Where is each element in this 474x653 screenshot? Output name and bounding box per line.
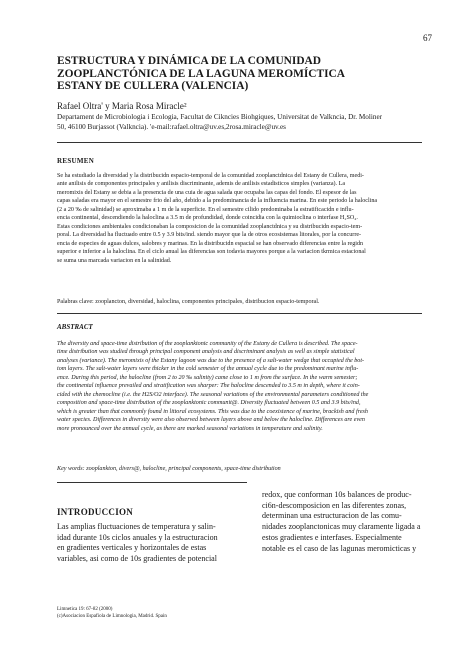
abstract-body xyxy=(57,340,422,433)
resumen-line: superior e inferior a la haloclina. En el ciclo anual las diferencias son todavia mayores porque a la variacion tkrmica estacional xyxy=(57,249,366,256)
title-line: ESTANY DE CULLERA (VALENCIA) xyxy=(57,80,249,92)
resumen-line: meromixis del Estany se debia a la presencia de una cuia de agua salada que ocupaba las capas del fondo. El espesor de las xyxy=(57,189,357,196)
body-line: nidades zooplanctonicas muy claramente ligada a xyxy=(262,522,421,532)
resumen-line: (2 a 20 ‰ de salinidad) se aproximaba a 1 m de la superficie. En el semestre cilido predominaba la estratificacidn e influ- xyxy=(57,206,354,213)
abstract-heading: ABSTRACT xyxy=(57,323,93,331)
abstract-line: which is greater than that commonly found in littoral ecosystems. This was due to the coexistence of marine, brackish and fresh xyxy=(57,408,368,415)
intro-column-left xyxy=(57,522,247,565)
divider xyxy=(57,313,422,314)
resumen-line: encia continental, descendiendo la haloclina a 3.5 m de profundidad, donde coincidia con la quimioclina o interfase H₂SO₄. xyxy=(57,215,358,222)
footer-line: (c)Asociacion Espafiola de Limnologia, Madrid. Spain xyxy=(57,614,167,619)
keywords: Key words: zooplankton, divers@, halocline, principal components, space-time distribution xyxy=(57,466,281,472)
page-number: 67 xyxy=(423,33,432,43)
abstract-line: time distribution was studied through principal component analysis and discriminant analysis as well as simple statistical xyxy=(57,349,355,356)
title-line: ESTRUCTURA Y DINÁMICA DE LA COMUNIDAD xyxy=(57,55,322,67)
body-line: determinan una estructuracion de las comu- xyxy=(262,511,402,521)
divider xyxy=(57,142,422,143)
abstract-line: water species. Differences in diversity were also observed between layers above and below the halocline. Differences are even xyxy=(57,417,365,424)
resumen-line: encia de especies de aguas dulces, salobres y marinas. En la distribucidn espacial se han observado diferencias entre la regidn xyxy=(57,240,364,247)
body-line: idad durante 10s ciclos anuales y la estructuracion xyxy=(57,532,218,542)
resumen-body xyxy=(57,172,422,265)
body-line: Las amplias fluctuaciones de temperatura y salin- xyxy=(57,522,216,531)
abstract-line: analyses (variance). The meromixis of the Estany lagoon was due to the presence of a salt-water wedge that occupied the bot- xyxy=(57,357,365,364)
body-line: notable es el caso de las lagunas meromicticas y xyxy=(262,543,417,553)
footer-line: Limnetica 19: 67-82 (2000) xyxy=(57,607,113,612)
body-line: ci6n-descomposicion en las diferentes zonas, xyxy=(262,500,407,510)
title-line: ZOOPLANCTÓNICA DE LA LAGUNA MEROMÍCTICA xyxy=(57,67,345,80)
affiliation xyxy=(57,112,427,132)
abstract-line: composition and space-time distribution of the zooplanktonic communit@. Diversity fluctuated between 0.5 and 3.9 bits/ind, xyxy=(57,400,361,407)
resumen-line: capas saladas era mayor en el semestre frio del año, debido a la predominancia de la influencia marina. En este periodo la haloclina xyxy=(57,198,378,205)
intro-column-right xyxy=(262,490,437,554)
body-line: redox, que conforman 10s balances de produc- xyxy=(262,490,412,499)
resumen-line: Se ha estudiado la diversidad y la distribucidn espacio-temporal de la comunidad zooplanctdnica del Estany de Cullera, medi- xyxy=(57,173,364,179)
abstract-line: cided with the chemocline (i.e. the H2S/O2 interface). The seasonal variations of the environmental parameters conditioned the xyxy=(57,391,369,398)
article-title xyxy=(57,55,437,93)
affiliation-line: 50, 46100 Burjassot (Valkncia). 'e-mail:rafael.oltra@uv.es,2rosa.miracle@uv.es xyxy=(57,123,286,131)
resumen-line: se suma una marcada variacion en la salinidad. xyxy=(57,257,172,264)
abstract-line: more pronounced over the annual cycle, as there are marked seasonal variations in temperature and salinity. xyxy=(57,425,323,432)
resumen-line: ante anilisis de componentes principales y anilisis discriminante, ademis de anilisis estadisticos simples (varianza). La xyxy=(57,181,346,188)
abstract-line: The diversity and space-time distribution of the zooplanktonic community of the Estany de Cullera is described. The space- xyxy=(57,341,358,347)
resumen-heading: RESUMEN xyxy=(57,157,95,165)
intro-heading: INTRODUCCION xyxy=(57,507,134,517)
palabras-clave: Palabras clave: zooplancton, diversidad, haloclina, componentes principales, distribucion espacio-temporal. xyxy=(57,299,320,305)
abstract-line: ence. During this period, the halocline (from 2 to 20 ‰ salinity) came close to 1 m from the surface. In the warm semester; xyxy=(57,374,358,381)
body-line: variables, asi como de 10s gradientes de potencial xyxy=(57,554,217,564)
abstract-line: the continental influence prevailed and stratification was sharper: The halocline descended to 3.5 m in depth, where it coin- xyxy=(57,383,360,390)
body-line: estos gradientes e interfases. Especialmente xyxy=(262,532,402,542)
affiliation-line: Departament de Microbiologia i Ecologia, Facultat de Cikncies Biohgiques, Universitat de Valkncia, Dr. Moliner xyxy=(57,113,383,121)
divider xyxy=(57,482,247,483)
journal-footer xyxy=(57,606,167,620)
resumen-line: Estas condiciones ambientales condicionaban la composicion de la comunidad zooplanctdnica y su distribucidn espacio-tem- xyxy=(57,223,363,230)
abstract-line: tom layers. The salt-water layers were thicker in the cold semester of the annual cycle due to the predominant marine influ- xyxy=(57,366,359,373)
body-line: en gradientes verticales y horizontales de estas xyxy=(57,543,207,553)
resumen-line: poral. La diversidad ha fluctuado entre 0.5 y 3.9 bits/ind. siendo mayor que la de otros ecosistemas litorales, por la concurre- xyxy=(57,232,362,239)
authors: Rafael Oltra' y Maria Rosa Miracle² xyxy=(57,101,187,111)
